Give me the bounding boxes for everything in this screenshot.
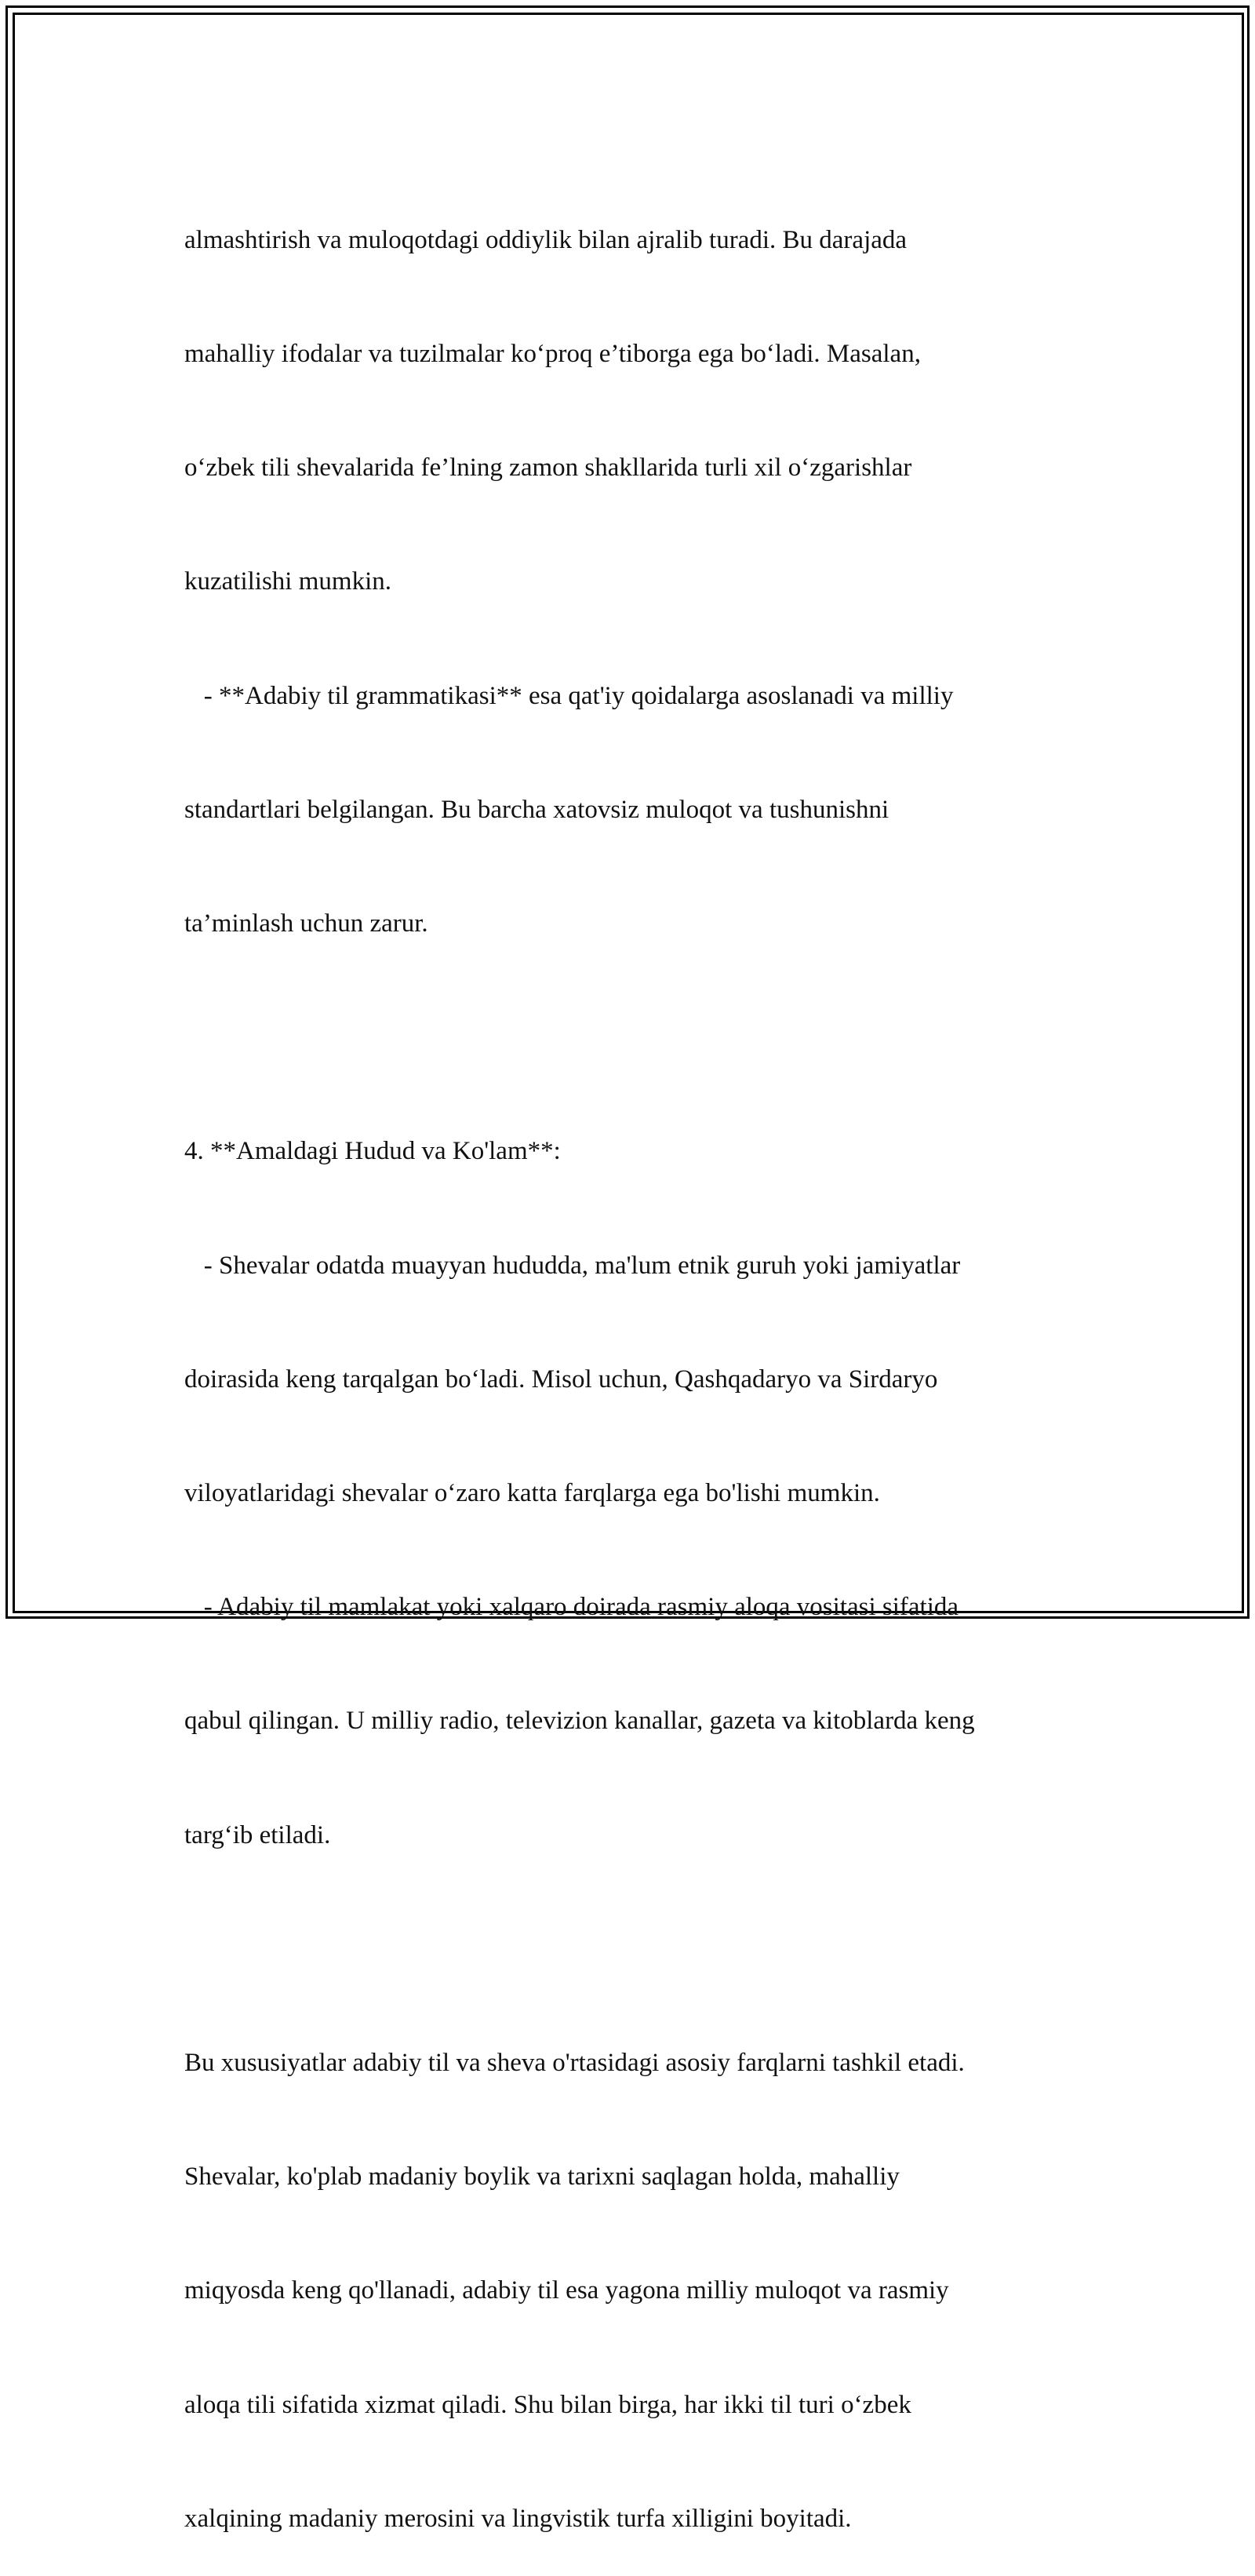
text-line: xalqining madaniy merosini va lingvistik turfa xilligini boyitadi.: [184, 2504, 852, 2533]
text-line: standartlari belgilangan. Bu barcha xatovsiz muloqot va tushunishni: [184, 795, 889, 824]
text-line: targ‘ib etiladi.: [184, 1820, 331, 1849]
text-line: qabul qilingan. U milliy radio, televizion kanallar, gazeta va kitoblarda keng: [184, 1707, 975, 1736]
text-line: - Shevalar odatda muayyan hududda, ma'lum etnik guruh yoki jamiyatlar: [184, 1251, 961, 1280]
section-heading: 4. **Amaldagi Hudud va Ko'lam**:: [184, 1137, 561, 1166]
blank-line: [184, 1018, 1079, 1056]
text-line: aloqa tili sifatida xizmat qiladi. Shu bilan birga, har ikki til turi o‘zbek: [184, 2390, 911, 2419]
text-line: viloyatlaridagi shevalar o‘zaro katta farqlarga ega bo'lishi mumkin.: [184, 1479, 880, 1508]
text-line: - Adabiy til mamlakat yoki xalqaro doirada rasmiy aloqa vositasi sifatida: [184, 1593, 959, 1622]
text-line: doirasida keng tarqalgan bo‘ladi. Misol uchun, Qashqadaryo va Sirdaryo: [184, 1365, 938, 1394]
text-line: ta’minlash uchun zarur.: [184, 909, 428, 938]
blank-line: [184, 1930, 1079, 1968]
text-line: - **Adabiy til grammatikasi** esa qat'iy qoidalarga asoslanadi va milliy: [184, 681, 954, 710]
text-line: Shevalar, ko'plab madaniy boylik va tarixni saqlagan holda, mahalliy: [184, 2162, 900, 2192]
text-line: kuzatilishi mumkin.: [184, 567, 391, 596]
text-line: o‘zbek tili shevalarida fe’lning zamon shakllarida turli xil o‘zgarishlar: [184, 454, 912, 483]
text-line: Bu xususiyatlar adabiy til va sheva o'rtasidagi asosiy farqlarni tashkil etadi.: [184, 2049, 965, 2078]
text-line: mahalliy ifodalar va tuzilmalar ko‘proq e’tiborga ega bo‘ladi. Masalan,: [184, 340, 921, 369]
text-line: almashtirish va muloqotdagi oddiylik bilan ajralib turadi. Bu darajada: [184, 225, 908, 254]
text-line: miqyosda keng qo'llanadi, adabiy til esa yagona milliy muloqot va rasmiy: [184, 2276, 949, 2305]
document-body: [184, 145, 1079, 2576]
